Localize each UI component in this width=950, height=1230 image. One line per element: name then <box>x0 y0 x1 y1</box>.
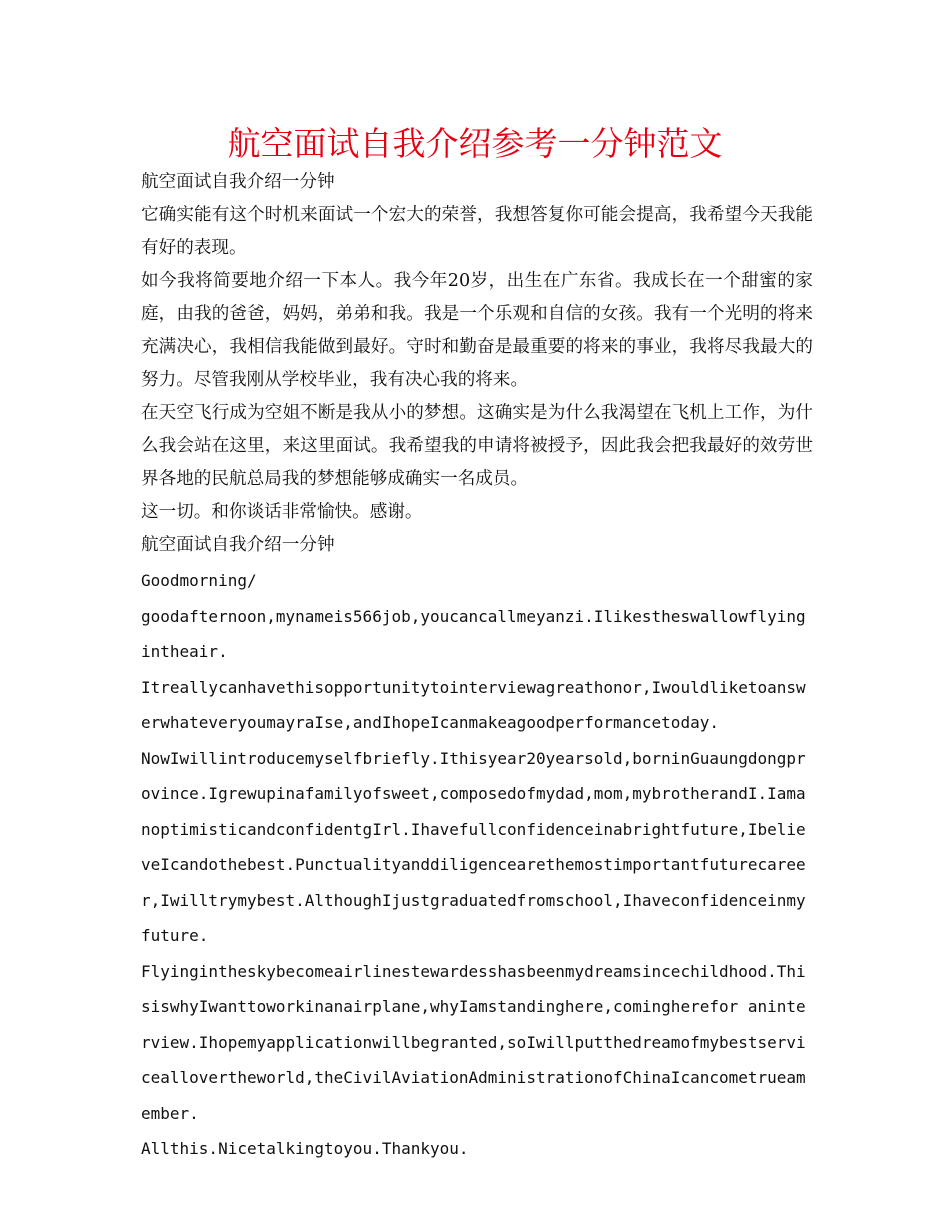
chinese-section-heading: 航空面试自我介绍一分钟 <box>141 172 335 192</box>
chinese-paragraph-1: 它确实能有这个时机来面试一个宏大的荣誉，我想答复你可能会提高，我希望今天我能有好的表现。 <box>141 205 813 258</box>
english-section-heading: 航空面试自我介绍一分钟 <box>141 535 335 555</box>
english-paragraph-6: Allthis.Nicetalkingtoyou.Thankyou. <box>141 1139 469 1158</box>
chinese-paragraph-4: 这一切。和你谈话非常愉快。感谢。 <box>141 502 423 522</box>
english-paragraph-2: goodafternoon,mynameis566job,youcancallmeyanzi.Ilikestheswallowflyingintheair. <box>141 606 806 661</box>
document-title: 航空面试自我介绍参考一分钟范文 <box>227 124 723 163</box>
english-paragraph-5: Flyingintheskybecomeairlinestewardesshasbeenmydreamsincechildhood.ThisiswhyIwanttoworkinanairplane,whyIamstandinghere,comingherefor aninterview.Ihopemyapplicationwillbegranted,soIwillputthedreamofmybestserviceallovertheworld,theCivilAviationAdministrationofChinaIcancometrueamember. <box>141 961 806 1123</box>
chinese-paragraph-3: 在天空飞行成为空姐不断是我从小的梦想。这确实是为什么我渴望在飞机上工作，为什么我会站在这里，来这里面试。我希望我的申请将被授予，因此我会把我最好的效劳世界各地的民航总局我的梦想能够成确实一名成员。 <box>141 403 813 489</box>
chinese-paragraph-2: 如今我将简要地介绍一下本人。我今年20岁，出生在广东省。我成长在一个甜蜜的家庭，由我的爸爸，妈妈，弟弟和我。我是一个乐观和自信的女孩。我有一个光明的将来充满决心，我相信我能做到最好。守时和勤奋是最重要的将来的事业，我将尽我最大的努力。尽管我刚从学校毕业，我有决心我的将来。 <box>141 271 813 390</box>
document-body <box>141 166 813 1167</box>
english-paragraph-3: Itreallycanhavethisopportunitytointerviewagreathonor,IwouldliketoanswerwhateveryoumayraIse,andIhopeIcanmakeagoodperformancetoday. <box>141 677 806 732</box>
english-paragraph-1: Goodmorning/ <box>141 571 257 590</box>
english-paragraph-4: NowIwillintroducemyselfbriefly.Ithisyear20yearsold,borninGuaungdongprovince.Igrewupinafamilyofsweet,composedofmydad,mom,mybrotherandI.IamanoptimisticandconfidentgIrl.Ihavefullconfidenceinabrightfuture,IbelieveIcandothebest.Punctualityanddiligencearethemostimportantfuturecareer,Iwilltrymybest.AlthoughIjustgraduatedfromschool,Ihaveconfidenceinmyfuture. <box>141 748 806 945</box>
